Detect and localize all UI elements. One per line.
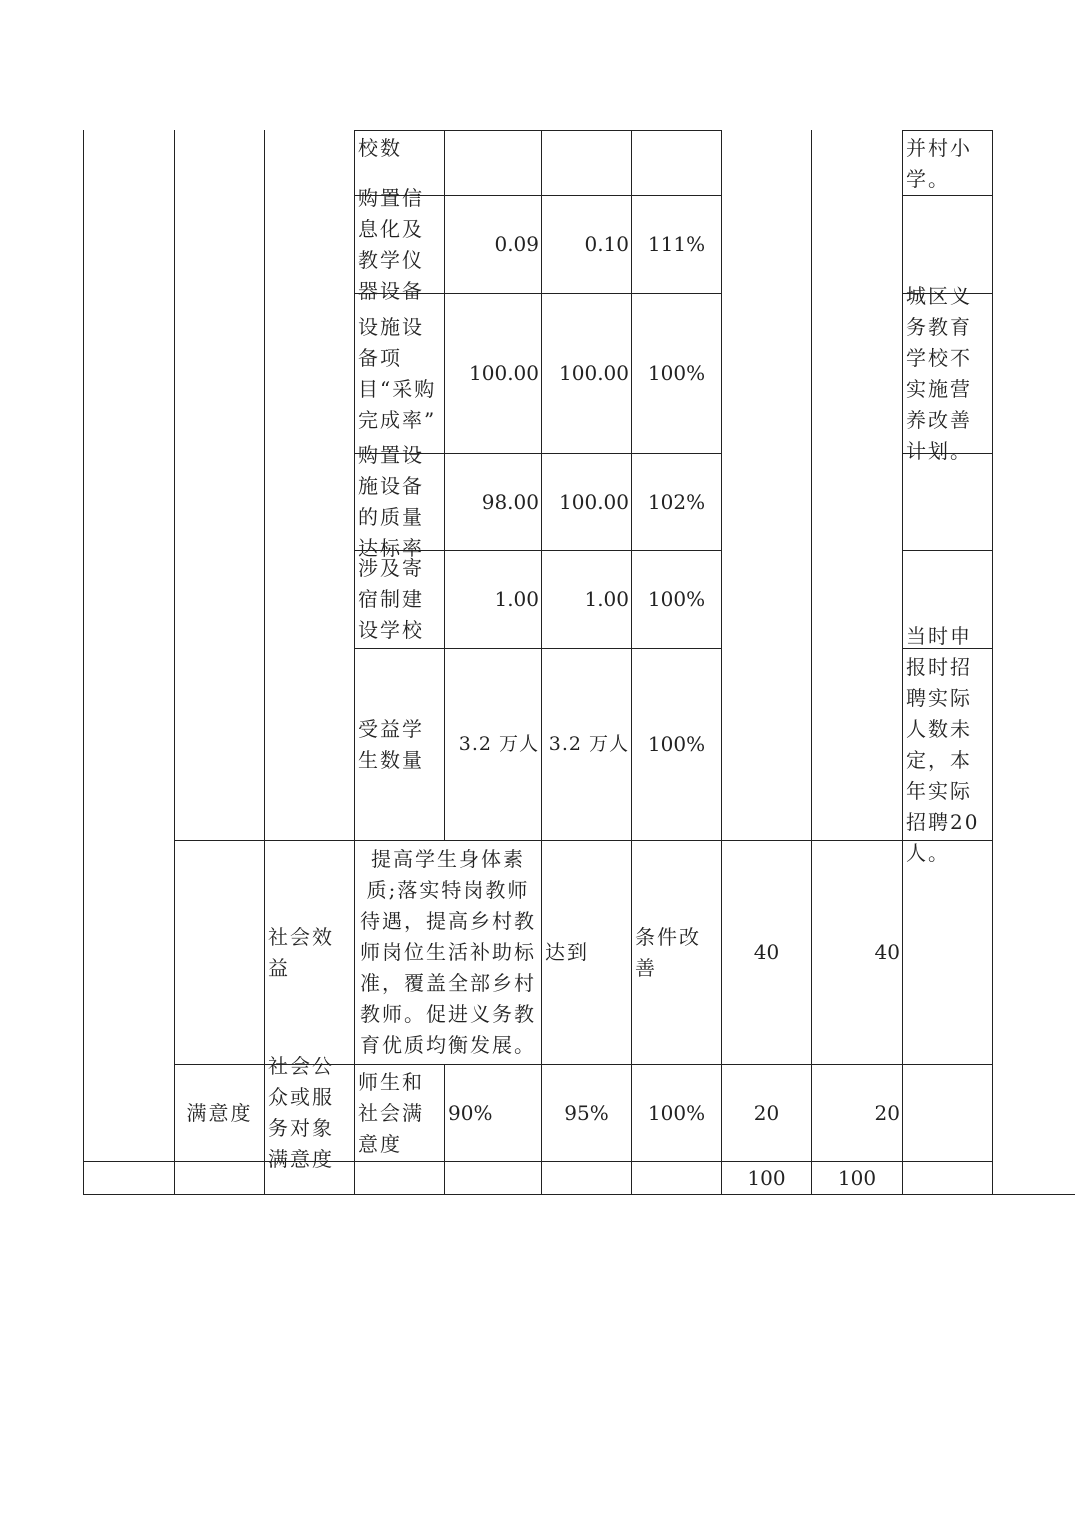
weight-value: 20 [753, 1100, 780, 1125]
grid-line [83, 1194, 1075, 1195]
indicator-cell: 受益学生数量 [358, 716, 424, 772]
completion-rate: 111% [647, 232, 706, 256]
target-value: 1.00 [494, 587, 539, 611]
actual-value: 1.00 [584, 587, 629, 611]
target-value: 100.00 [469, 361, 539, 385]
actual-value: 100.00 [559, 489, 629, 514]
target-value: 90% [448, 1100, 493, 1125]
completion-rate: 100% [647, 361, 706, 385]
note-cell [903, 454, 992, 550]
indicator-cell: 校数 [358, 136, 402, 160]
indicator-cell: 涉及寄宿制建设学校 [358, 556, 424, 642]
secondary-indicator-satisfaction: 社会公众或服务对象满意度 [268, 1054, 334, 1171]
weight-value: 40 [753, 940, 780, 964]
completion-rate: 100% [647, 732, 706, 756]
actual-value: 95% [564, 1100, 609, 1125]
social-goal-cell: 提高学生身体素质;落实特岗教师待遇，提高乡村教师岗位生活补助标准，覆盖全部乡村教师。促进义务教育优质均衡发展。 [360, 847, 536, 1057]
indicator-cell: 购置设施设备的质量达标率 [358, 443, 424, 560]
target-value: 98.00 [481, 489, 539, 514]
note-cell: 当时申报时招聘实际人数未定，本年实际招聘20 人。 [906, 623, 980, 865]
primary-indicator-satisfaction: 满意度 [186, 1100, 253, 1125]
note-cell: 并村小学。 [906, 136, 972, 191]
actual-value: 100.00 [559, 361, 629, 385]
indicator-cell: 购置信息化及教学仪器设备 [358, 185, 424, 303]
note-cell: 城区义务教育学校不实施营养改善计划。 [906, 283, 972, 463]
total-score: 100 [837, 1165, 877, 1190]
grid-line [83, 130, 84, 1195]
completion-rate: 100% [647, 1100, 706, 1125]
score-value: 20 [874, 1100, 900, 1125]
completion-rate: 条件改善 [635, 924, 701, 980]
actual-value: 3.2 万人 [548, 733, 629, 755]
target-value: 0.09 [494, 232, 539, 256]
completion-rate: 100% [647, 587, 706, 611]
grid-line [992, 130, 993, 1195]
indicator-cell: 师生和社会满意度 [358, 1069, 424, 1156]
target-value: 3.2 万人 [458, 733, 539, 755]
grid-line [174, 130, 175, 1195]
indicator-cell: 设施设备项目“采购完成率” [358, 314, 437, 432]
score-value: 40 [874, 940, 900, 964]
total-weight: 100 [747, 1165, 786, 1190]
secondary-indicator-social: 社会效益 [268, 924, 334, 980]
actual-value: 0.10 [584, 232, 629, 256]
actual-value: 达到 [545, 940, 589, 964]
note-cell [903, 196, 992, 293]
completion-rate: 102% [647, 489, 706, 514]
